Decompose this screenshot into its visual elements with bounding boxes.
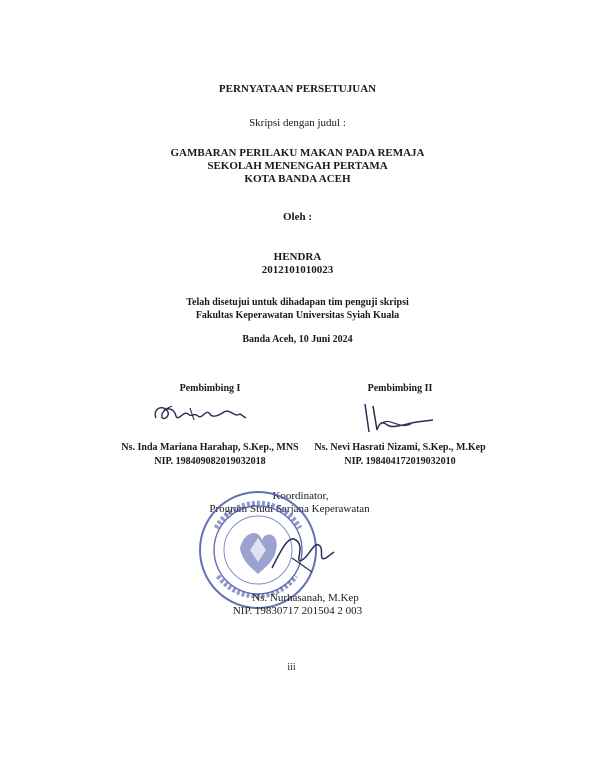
author-id: 2012101010023 (261, 264, 334, 276)
page-number: iii (287, 662, 296, 673)
intro-text: Skripsi dengan judul : (249, 117, 346, 129)
coordinator-name: Ns. Nurhasanah, M.Kep (252, 592, 359, 604)
supervisor-2-name: Ns. Nevi Hasrati Nizami, S.Kep., M.Kep (314, 442, 486, 453)
thesis-title-line-3: KOTA BANDA ACEH (244, 173, 351, 185)
coordinator-nip: NIP. 19830717 201504 2 003 (232, 605, 363, 617)
approval-line-1: Telah disetujui untuk dihadapan tim penguji skripsi (186, 297, 409, 308)
thesis-title-line-2: SEKOLAH MENENGAH PERTAMA (207, 160, 388, 172)
author-name: HENDRA (273, 251, 322, 263)
by-label: Oleh : (282, 211, 313, 223)
thesis-title-line-1: GAMBARAN PERILAKU MAKAN PADA REMAJA (170, 147, 425, 159)
supervisor-1-name: Ns. Inda Mariana Harahap, S.Kep., MNS (121, 442, 299, 453)
page-title: PERNYATAAN PERSETUJUAN (218, 83, 377, 95)
supervisor-1-label: Pembimbing I (179, 383, 241, 394)
coordinator-label: Koordinator, (272, 490, 329, 502)
coordinator-signature (268, 528, 338, 578)
supervisor-1-signature (150, 398, 260, 430)
coordinator-program: Program Studi Sarjana Keperawatan (209, 503, 370, 515)
supervisor-1-nip: NIP. 198409082019032018 (154, 456, 266, 467)
supervisor-2-nip: NIP. 198404172019032010 (344, 456, 456, 467)
approval-line-2: Fakultas Keperawatan Universitas Syiah Kuala (195, 310, 400, 321)
supervisor-2-label: Pembimbing II (367, 383, 433, 394)
place-date: Banda Aceh, 10 Juni 2024 (242, 334, 353, 345)
supervisor-2-signature (355, 400, 445, 440)
